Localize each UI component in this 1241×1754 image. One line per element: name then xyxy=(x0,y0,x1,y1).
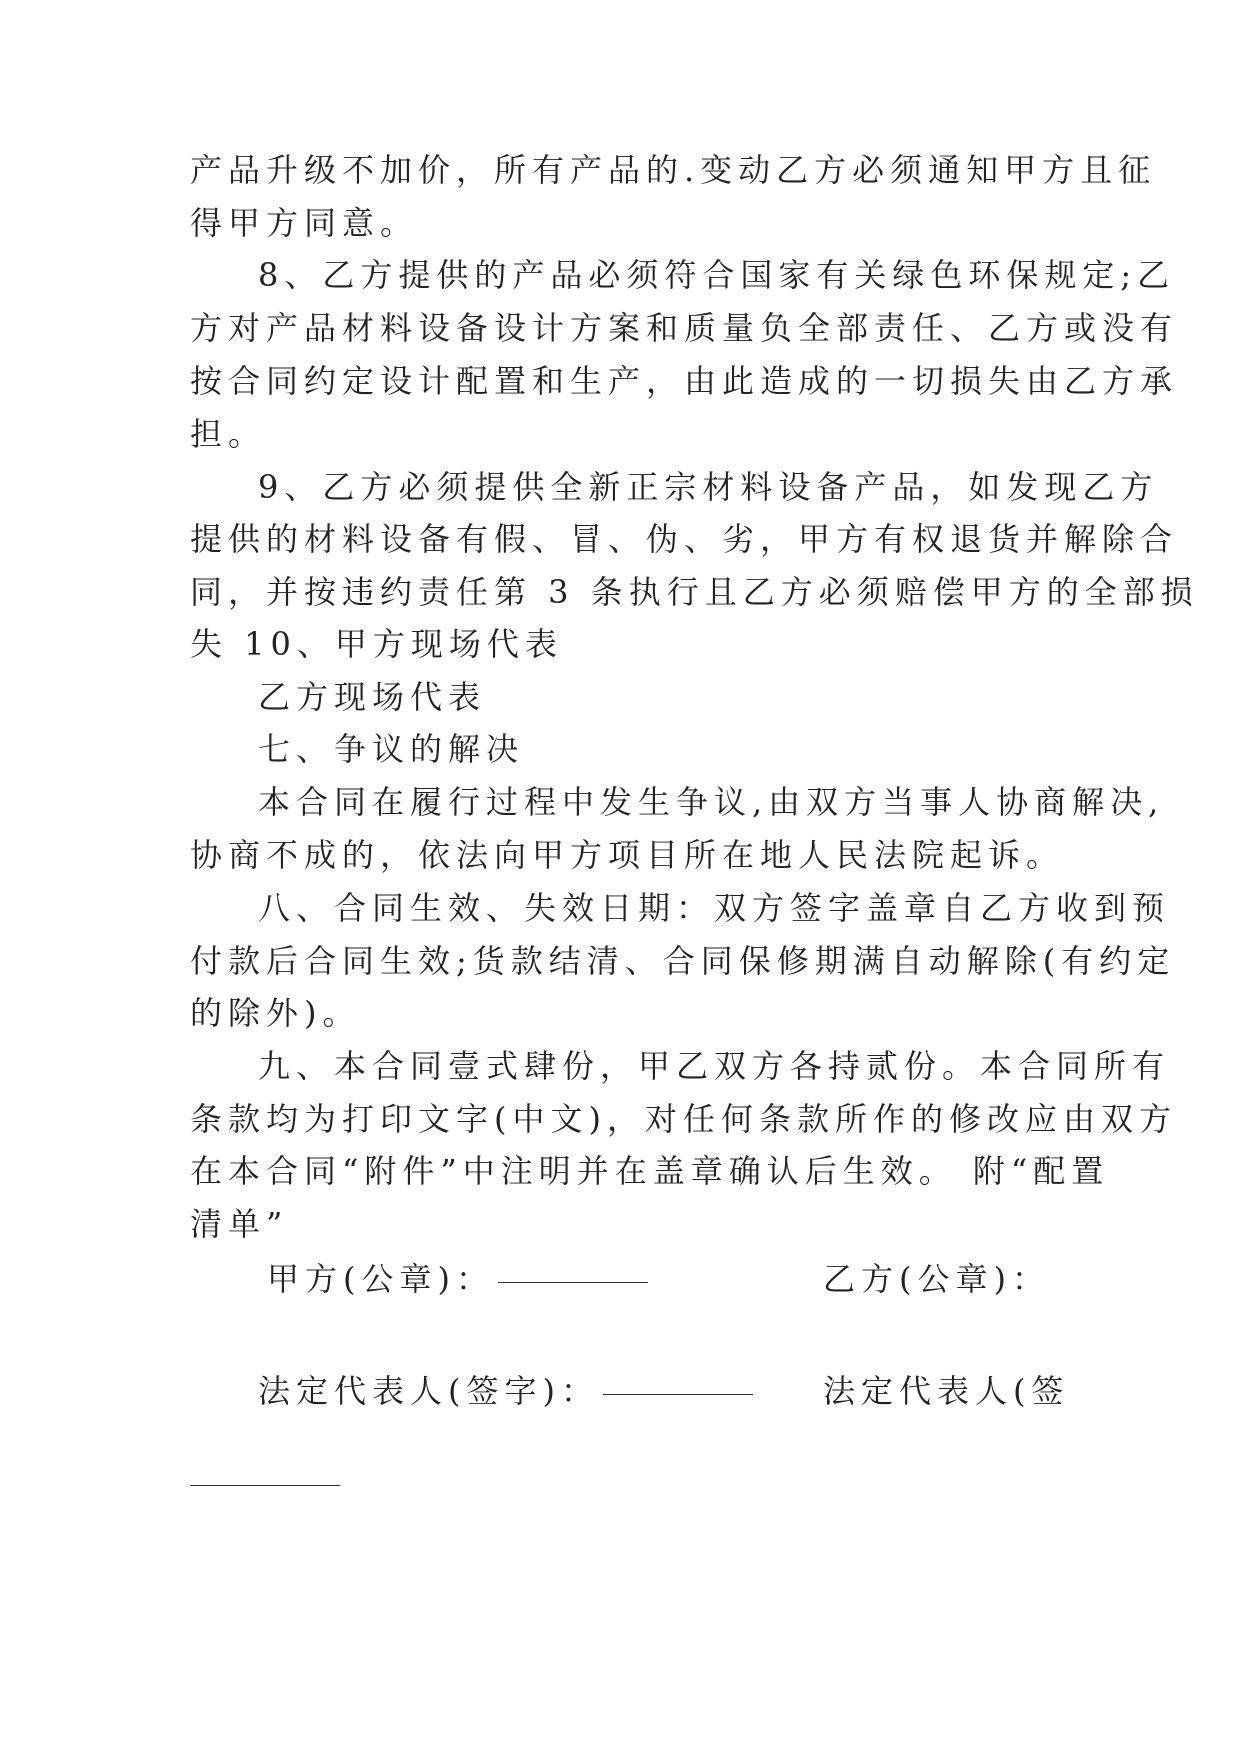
paragraph-line: 失 10、甲方现场代表 xyxy=(190,625,563,663)
party-b-rep-label: 法定代表人(签 xyxy=(823,1372,1070,1410)
paragraph-line: 同，并按违约责任第 3 条执行且乙方必须赔偿甲方的全部损 xyxy=(190,573,1199,611)
party-a-rep-blank xyxy=(603,1393,753,1395)
paragraph-line: 提供的材料设备有假、冒、伪、劣，甲方有权退货并解除合 xyxy=(190,520,1179,558)
paragraph-line: 按合同约定设计配置和生产，由此造成的一切损失由乙方承 xyxy=(190,362,1179,400)
party-a-seal-blank xyxy=(498,1281,648,1283)
party-a-seal-field xyxy=(267,1259,648,1299)
paragraph-line: 的除外)。 xyxy=(190,994,361,1032)
section-heading-dispute: 七、争议的解决 xyxy=(258,730,525,768)
section-heading-effective-date: 八、合同生效、失效日期：双方签字盖章自乙方收到预 xyxy=(258,889,1171,927)
party-b-seal-label: 乙方(公章)： xyxy=(823,1260,1050,1298)
paragraph-line: 担。 xyxy=(190,415,267,453)
party-a-seal-label: 甲方(公章)： xyxy=(267,1260,494,1298)
paragraph-line: 得甲方同意。 xyxy=(190,204,419,242)
paragraph-line: 条款均为打印文字(中文)，对任何条款所作的修改应由双方 xyxy=(190,1100,1177,1138)
paragraph-line: 在本合同“附件”中注明并在盖章确认后生效。 附“配置 xyxy=(190,1152,1110,1190)
party-a-rep-label: 法定代表人(签字)： xyxy=(258,1372,599,1410)
paragraph-line: 清单” xyxy=(190,1205,289,1243)
paragraph-line: 方对产品材料设备设计方案和质量负全部责任、乙方或没有 xyxy=(190,309,1179,347)
clause-9-line: 9、乙方必须提供全新正宗材料设备产品，如发现乙方 xyxy=(258,468,1159,506)
paragraph-line: 协商不成的，依法向甲方项目所在地人民法院起诉。 xyxy=(190,836,1065,874)
party-b-site-rep: 乙方现场代表 xyxy=(258,678,487,716)
section-heading-copies: 九、本合同壹式肆份，甲乙双方各持贰份。本合同所有 xyxy=(258,1047,1171,1085)
paragraph-line: 本合同在履行过程中发生争议,由双方当事人协商解决, xyxy=(258,783,1165,821)
party-a-rep-field xyxy=(258,1371,753,1411)
paragraph-line: 产品升级不加价，所有产品的.变动乙方必须通知甲方且征 xyxy=(190,151,1157,189)
clause-8-line: 8、乙方提供的产品必须符合国家有关绿色环保规定;乙 xyxy=(258,256,1176,294)
party-b-seal-blank xyxy=(190,1485,340,1486)
paragraph-line: 付款后合同生效;货款结清、合同保修期满自动解除(有约定 xyxy=(190,942,1176,980)
